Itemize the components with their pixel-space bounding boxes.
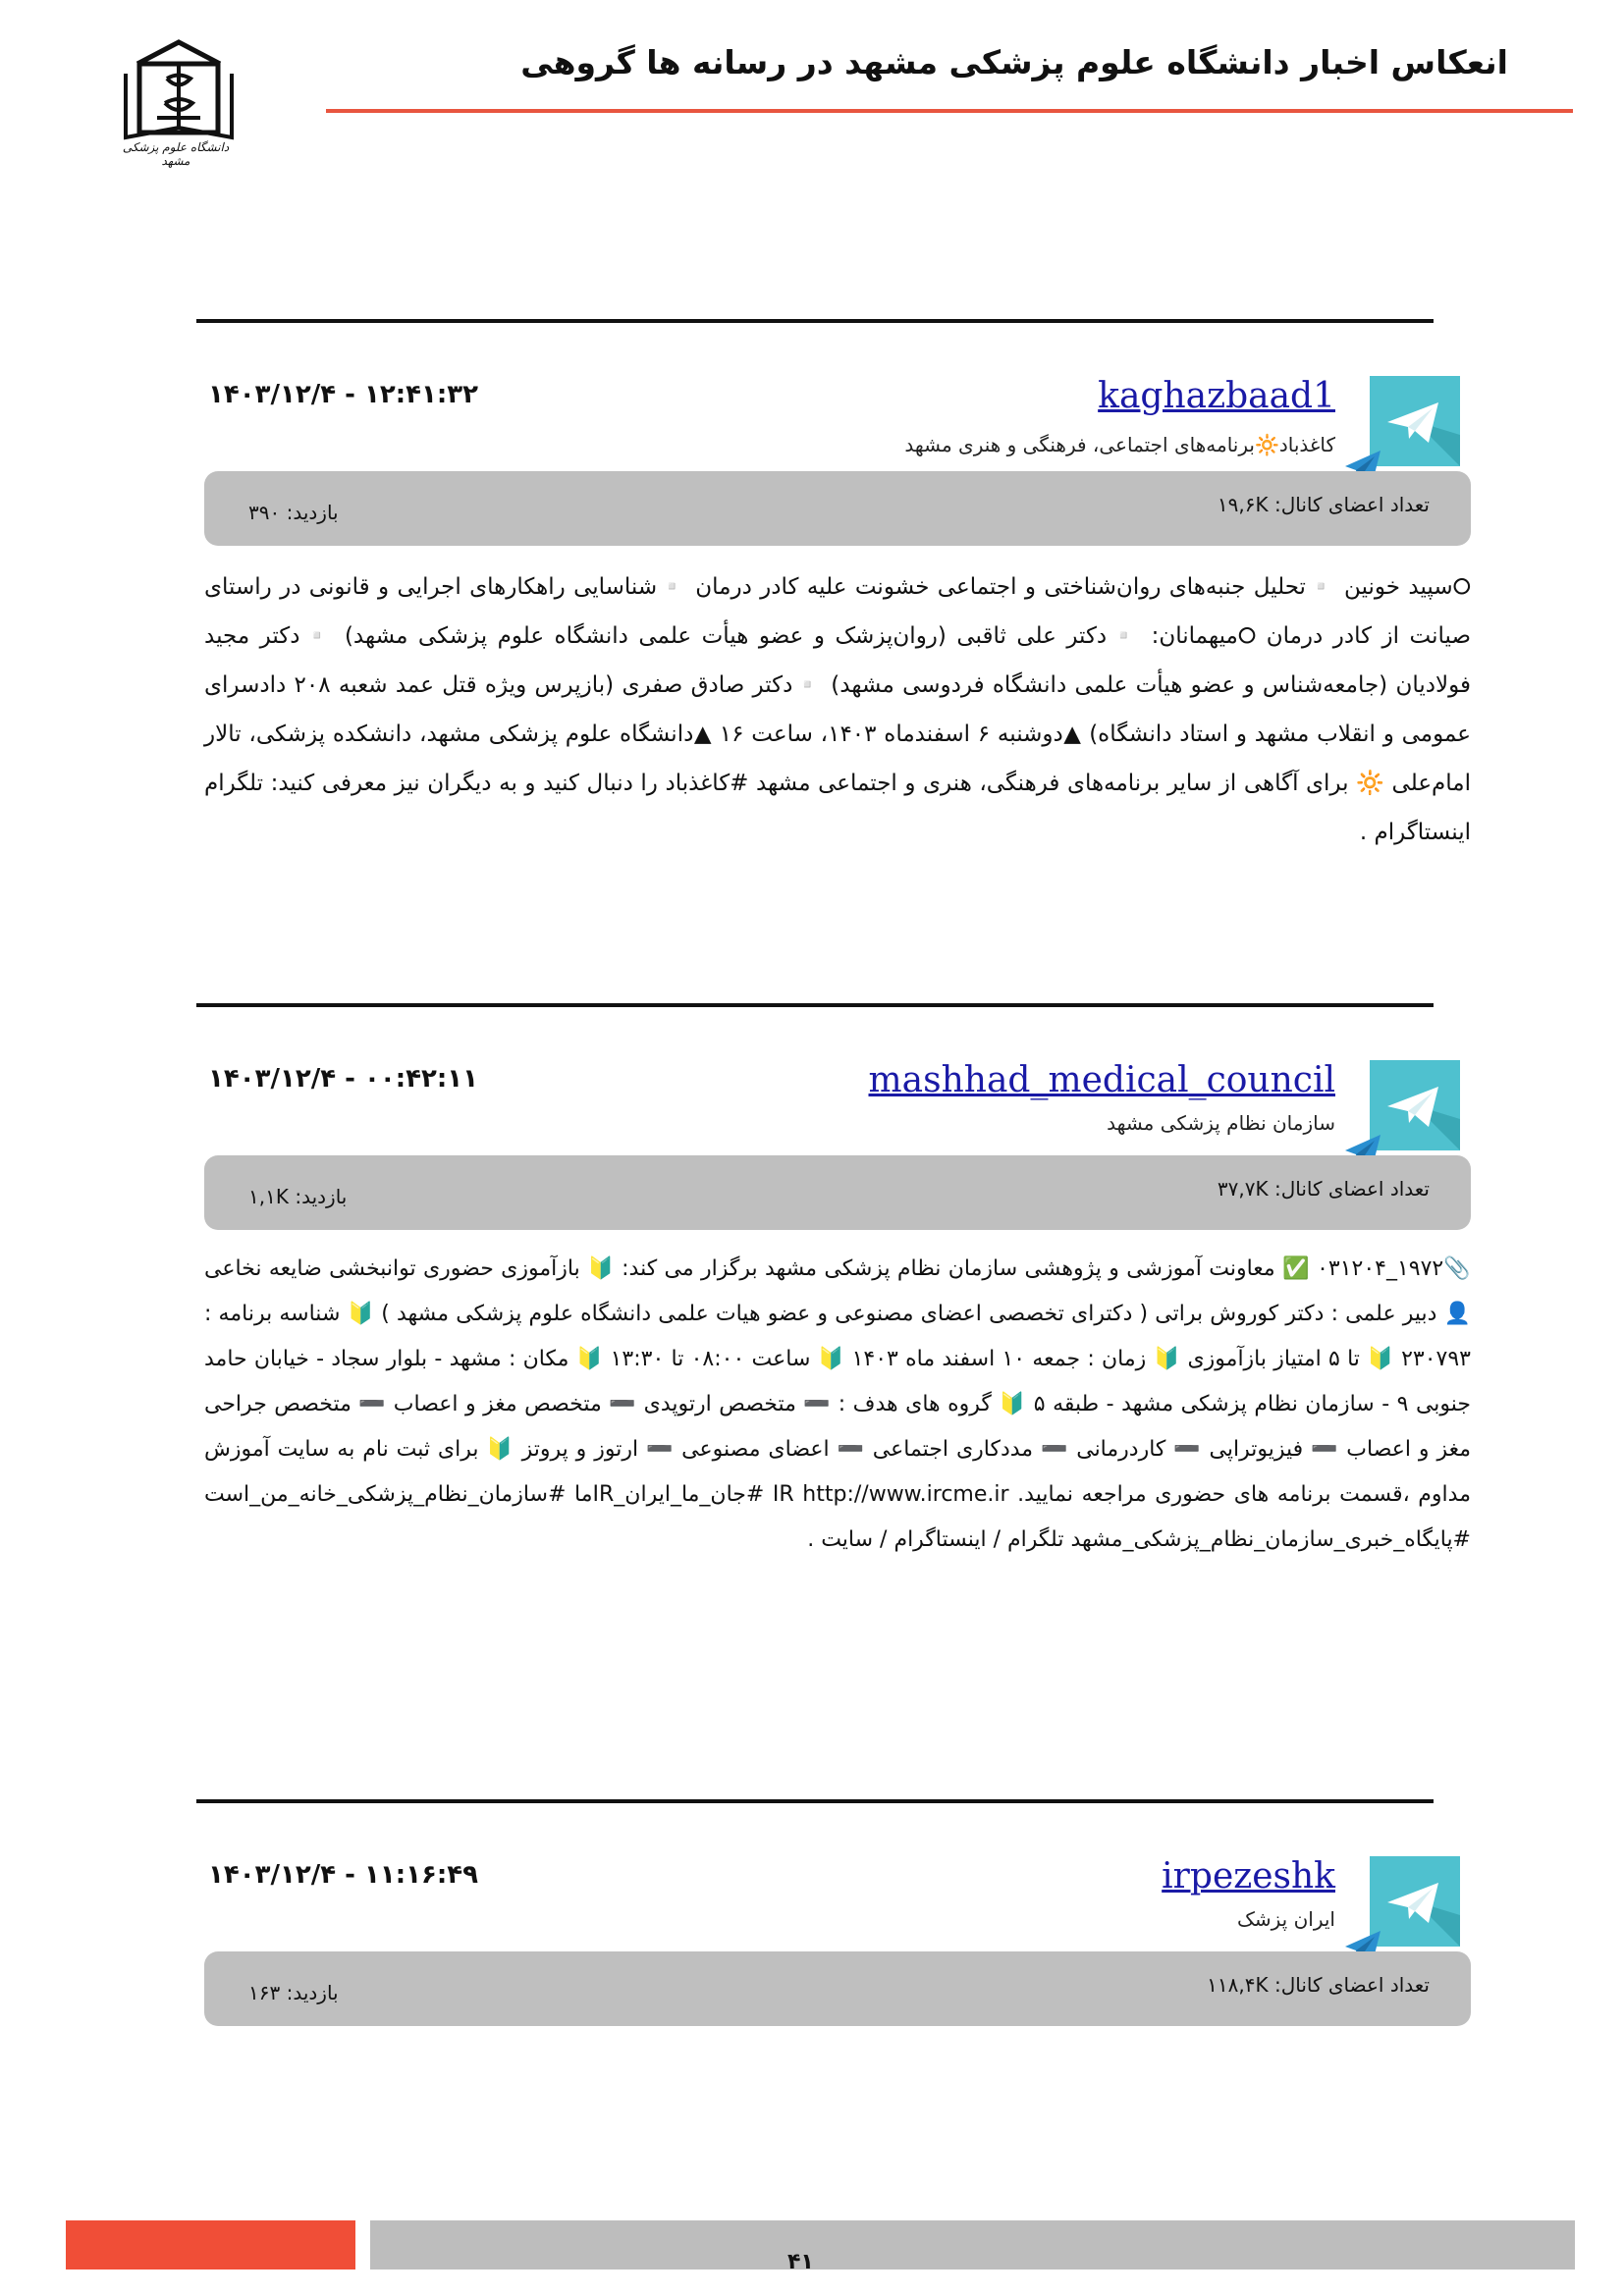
view-count: بازدید: ۱۶۳ xyxy=(248,1981,339,2004)
channel-name: سازمان نظام پزشکی مشهد xyxy=(1107,1111,1335,1135)
page-number: ۴۱ xyxy=(787,2250,814,2274)
footer-accent-bar xyxy=(66,2220,355,2269)
post-body: ⭘سپید خونین ▫️تحلیل جنبه‌های روان‌شناختی و اجتماعی خشونت علیه کادر درمان ▫️شناسایی راهکارهای اجرایی و قانونی در راستای صیانت از کادر درمان ⭘میهمانان: ▫️دکتر علی ثاقبی (روان‌پزشک و عضو هیأت علمی دانشگاه علوم پزشکی مشهد) ▫️دکتر مجید فولادیان (جامعه‌شناس و عضو هیأت علمی دانشگاه فردوسی مشهد) ▫️دکتر صادق صفری (بازپرس ویژه قتل عمد شعبه ۲۰۸ دادسرای عمومی و انقلاب مشهد و استاد دانشگاه) ▲دوشنبه ۶ اسفندماه ۱۴۰۳، ساعت ۱۶ ▲دانشگاه علوم پزشکی مشهد، دانشکده پزشکی، تالار امام‌علی 🔆 برای آگاهی از سایر برنامه‌های فرهنگی، هنری و اجتماعی مشهد #کاغذباد را دنبال کنید و به دیگران نیز معرفی کنید: تلگرام اینستاگرام . xyxy=(204,574,1471,845)
view-count: بازدید: ۱,۱K xyxy=(248,1185,348,1208)
stats-bar xyxy=(204,471,1471,546)
stats-bar xyxy=(204,1155,1471,1230)
member-count: تعداد اعضای کانال: ۳۷,۷K xyxy=(1217,1177,1430,1201)
channel-name: کاغذباد🔆برنامه‌های اجتماعی، فرهنگی و هنری مشهد xyxy=(904,433,1335,456)
channel-link[interactable]: mashhad_medical_council xyxy=(868,1060,1335,1100)
post-card xyxy=(196,1799,1473,2094)
view-count: بازدید: ۳۹۰ xyxy=(248,501,339,524)
telegram-icon xyxy=(1370,376,1460,466)
post-datetime: ۱۴۰۳/۱۲/۴ - ۱۲:۴۱:۳۲ xyxy=(208,380,478,409)
stats-bar xyxy=(204,1951,1471,2026)
post-datetime: ۱۴۰۳/۱۲/۴ - ۱۱:۱۶:۴۹ xyxy=(208,1860,478,1890)
channel-name: ایران پزشک xyxy=(1236,1907,1335,1931)
post-datetime: ۱۴۰۳/۱۲/۴ - ۰۰:۴۲:۱۱ xyxy=(208,1064,478,1094)
channel-link[interactable]: irpezeshk xyxy=(1162,1856,1335,1896)
channel-link[interactable]: kaghazbaad1 xyxy=(1098,376,1335,416)
post-divider xyxy=(196,319,1434,323)
telegram-icon xyxy=(1370,1856,1460,1947)
member-count: تعداد اعضای کانال: ۱۱۸,۴K xyxy=(1207,1973,1430,1997)
post-card xyxy=(196,319,1473,908)
post-divider xyxy=(196,1003,1434,1007)
header-divider xyxy=(326,109,1573,113)
telegram-icon xyxy=(1370,1060,1460,1150)
logo-caption: دانشگاه علوم پزشکی مشهد xyxy=(122,140,230,168)
page-title: انعکاس اخبار دانشگاه علوم پزشکی مشهد در رسانه ها گروهی xyxy=(520,43,1508,81)
member-count: تعداد اعضای کانال: ۱۹,۶K xyxy=(1217,493,1430,516)
post-body: 📎۱۹۷۲_۰۳۱۲۰۴ ✅ معاونت آموزشی و پژوهشی سازمان نظام پزشکی مشهد برگزار می کند: 🔰 بازآموزی حضوری توانبخشی ضایعه نخاعی 👤 دبیر علمی : دکتر کوروش براتی ( دکترای تخصصی اعضای مصنوعی و عضو هیات علمی دانشگاه علوم پزشکی مشهد ) 🔰 شناسه برنامه : ۲۳۰۷۹۳ 🔰 تا ۵ امتیاز بازآموزی 🔰 زمان : جمعه ۱۰ اسفند ماه ۱۴۰۳ 🔰 ساعت ۰۸:۰۰ تا ۱۳:۳۰ 🔰 مکان : مشهد - بلوار سجاد - خیابان حامد جنوبی ۹ - سازمان نظام پزشکی مشهد - طبقه ۵ 🔰 گروه های هدف : ➖ متخصص ارتوپدی ➖ متخصص مغز و اعصاب ➖ متخصص جراحی مغز و اعصاب ➖ فیزیوتراپی ➖ کاردرمانی ➖ مددکاری اجتماعی ➖ اعضای مصنوعی ➖ ارتوز و پروتز 🔰 برای ثبت نام به سایت آموزش مداوم ،قسمت برنامه های حضوری مراجعه نمایید. IR http://www.ircme.ir #جان_ما_ایران_IRما #سازمان_نظام_پزشکی_خانه_من_است #پایگاه_خبری_سازمان_نظام_پزشکی_مشهد تلگرام / اینستاگرام / سایت . xyxy=(204,1256,1472,1552)
post-divider xyxy=(196,1799,1434,1803)
footer-bar xyxy=(370,2220,1575,2269)
post-card xyxy=(196,1003,1473,1710)
